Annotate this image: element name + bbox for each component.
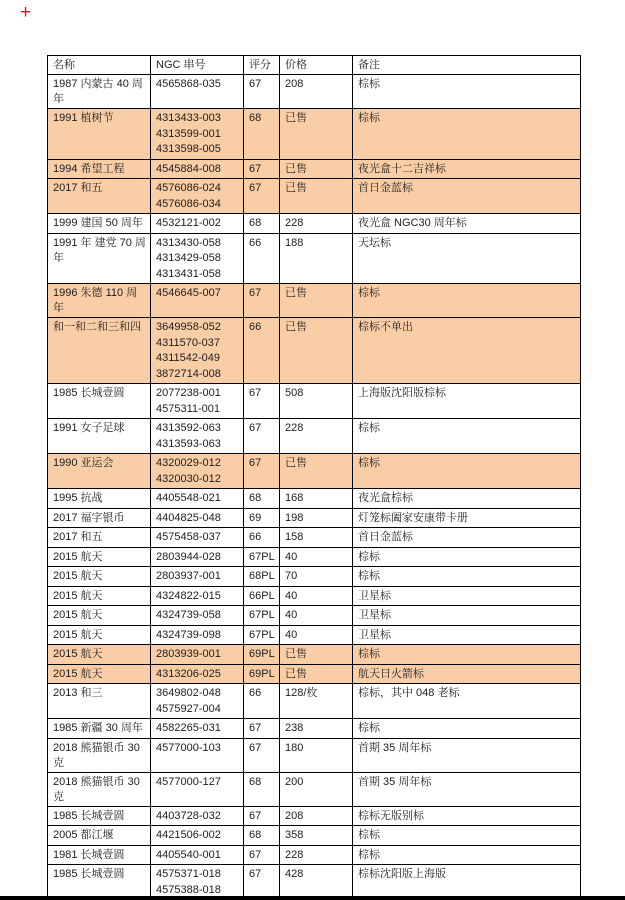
grade-cell: 67 <box>244 719 280 739</box>
note-cell: 棕标 <box>353 419 581 454</box>
serial-cell <box>151 606 244 626</box>
note-cell: 棕标 <box>353 454 581 489</box>
note-cell: 棕标 <box>353 719 581 739</box>
grade-cell: 68 <box>244 489 280 509</box>
serial-number: 4405540-001 <box>156 848 221 861</box>
grade-cell: 68PL <box>244 567 280 587</box>
price-cell: 已售 <box>280 284 353 318</box>
serial-number: 4403728-032 <box>156 809 221 822</box>
serial-number: 4324739-058 <box>156 609 221 621</box>
table-row <box>48 109 581 160</box>
table-row <box>48 606 581 626</box>
serial-cell <box>151 772 244 806</box>
price-cell: 70 <box>280 567 353 587</box>
table-row <box>48 233 581 284</box>
table-row <box>48 159 581 179</box>
serial-number: 4545884-008 <box>156 162 221 175</box>
name-cell: 1996 朱德 110 周年 <box>48 284 151 318</box>
note-cell: 棕标，其中 048 老标 <box>353 684 581 719</box>
grade-cell: 66 <box>244 528 280 548</box>
serial-cell <box>151 508 244 528</box>
table-row <box>48 772 581 806</box>
serial-number: 4313430-058 <box>156 236 221 249</box>
grade-cell: 67 <box>244 845 280 865</box>
grade-cell: 67 <box>244 454 280 489</box>
table-row <box>48 284 581 318</box>
serial-cell <box>151 738 244 772</box>
serial-cell <box>151 528 244 548</box>
serial-number: 4577000-103 <box>156 741 221 754</box>
serial-number: 4577000-127 <box>156 775 221 788</box>
serial-number: 4546645-007 <box>156 287 221 299</box>
grade-cell: 69PL <box>244 664 280 684</box>
serial-number: 3872714-008 <box>156 367 221 380</box>
serial-number: 3649958-052 <box>156 321 221 333</box>
note-cell: 棕标不单出 <box>353 318 581 384</box>
grade-cell: 68 <box>244 772 280 806</box>
table-row <box>48 719 581 739</box>
grade-cell: 67 <box>244 865 280 900</box>
price-cell: 已售 <box>280 318 353 384</box>
serial-number: 4313206-025 <box>156 667 221 680</box>
serial-number: 4313599-001 <box>156 127 221 140</box>
serial-number: 2077238-001 <box>156 387 221 399</box>
name-cell: 2018 熊猫银币 30 克 <box>48 772 151 806</box>
name-cell: 和一和二和三和四 <box>48 318 151 384</box>
table-row <box>48 75 581 109</box>
name-cell: 2017 和五 <box>48 528 151 548</box>
table-row <box>48 645 581 665</box>
price-cell: 188 <box>280 233 353 284</box>
price-cell: 228 <box>280 214 353 234</box>
table-row <box>48 684 581 719</box>
table-row <box>48 586 581 606</box>
table-row <box>48 738 581 772</box>
price-cell: 198 <box>280 508 353 528</box>
note-cell: 夜光盒棕标 <box>353 489 581 509</box>
table-row <box>48 419 581 454</box>
name-cell: 1985 长城壹圆 <box>48 865 151 900</box>
name-cell: 1981 长城壹圆 <box>48 845 151 865</box>
column-header: 备注 <box>353 56 581 75</box>
price-cell: 180 <box>280 738 353 772</box>
serial-cell <box>151 159 244 179</box>
grade-cell: 66PL <box>244 586 280 606</box>
price-cell: 已售 <box>280 179 353 214</box>
serial-number: 4311570-037 <box>156 336 221 349</box>
note-cell: 夜光盒 NGC30 周年标 <box>353 214 581 234</box>
note-cell: 棕标 <box>353 109 581 160</box>
serial-cell <box>151 586 244 606</box>
serial-cell <box>151 284 244 318</box>
table-row <box>48 489 581 509</box>
table-row <box>48 865 581 900</box>
price-cell: 40 <box>280 606 353 626</box>
grade-cell: 66 <box>244 684 280 719</box>
serial-number: 4582265-031 <box>156 722 221 734</box>
coin-price-table-container <box>47 55 580 900</box>
serial-cell <box>151 419 244 454</box>
serial-cell <box>151 489 244 509</box>
cursor-plus-marker: + <box>20 2 32 23</box>
serial-number: 4313593-063 <box>156 437 221 450</box>
name-cell: 2015 航天 <box>48 567 151 587</box>
serial-number: 4576086-024 <box>156 182 221 194</box>
name-cell: 1985 长城壹圆 <box>48 384 151 419</box>
name-cell: 2017 福字银币 <box>48 508 151 528</box>
serial-cell <box>151 625 244 645</box>
note-cell: 首期 35 周年标 <box>353 738 581 772</box>
serial-number: 4421506-002 <box>156 829 221 841</box>
table-row <box>48 454 581 489</box>
serial-number: 4575458-037 <box>156 531 221 543</box>
note-cell: 棕标 <box>353 645 581 665</box>
coin-price-table <box>47 55 581 900</box>
note-cell: 夜光盒十二吉祥标 <box>353 159 581 179</box>
price-cell: 已售 <box>280 645 353 665</box>
table-row <box>48 528 581 548</box>
name-cell: 1991 女子足球 <box>48 419 151 454</box>
table-row <box>48 567 581 587</box>
name-cell: 2015 航天 <box>48 625 151 645</box>
grade-cell: 67PL <box>244 606 280 626</box>
serial-cell <box>151 547 244 567</box>
price-cell: 228 <box>280 845 353 865</box>
note-cell: 棕标 <box>353 75 581 109</box>
note-cell: 首日金蓝标 <box>353 179 581 214</box>
table-row <box>48 384 581 419</box>
price-cell: 40 <box>280 586 353 606</box>
grade-cell: 68 <box>244 214 280 234</box>
grade-cell: 67 <box>244 384 280 419</box>
price-cell: 已售 <box>280 454 353 489</box>
serial-cell <box>151 75 244 109</box>
note-cell: 卫星标 <box>353 586 581 606</box>
serial-cell <box>151 454 244 489</box>
price-cell: 238 <box>280 719 353 739</box>
table-row <box>48 664 581 684</box>
column-header: NGC 串号 <box>151 56 244 75</box>
grade-cell: 67PL <box>244 547 280 567</box>
price-cell: 已售 <box>280 664 353 684</box>
grade-cell: 68 <box>244 109 280 160</box>
serial-number: 4324739-098 <box>156 628 221 641</box>
grade-cell: 69 <box>244 508 280 528</box>
serial-cell <box>151 845 244 865</box>
name-cell: 1985 长城壹圆 <box>48 806 151 826</box>
price-cell: 200 <box>280 772 353 806</box>
price-cell: 208 <box>280 806 353 826</box>
note-cell: 卫星标 <box>353 606 581 626</box>
table-row <box>48 826 581 846</box>
serial-number: 4313598-005 <box>156 143 221 155</box>
grade-cell: 67PL <box>244 625 280 645</box>
grade-cell: 66 <box>244 233 280 284</box>
note-cell: 灯笼标阖家安康带卡册 <box>353 508 581 528</box>
table-row <box>48 508 581 528</box>
column-header: 评分 <box>244 56 280 75</box>
price-cell: 40 <box>280 547 353 567</box>
grade-cell: 67 <box>244 284 280 318</box>
grade-cell: 67 <box>244 75 280 109</box>
serial-cell <box>151 645 244 665</box>
name-cell: 1991 植树节 <box>48 109 151 160</box>
note-cell: 棕标 <box>353 567 581 587</box>
table-body <box>48 75 581 900</box>
serial-cell <box>151 865 244 900</box>
price-cell: 158 <box>280 528 353 548</box>
name-cell: 1987 内蒙古 40 周年 <box>48 75 151 109</box>
serial-number: 2803937-001 <box>156 570 221 582</box>
price-cell: 已售 <box>280 159 353 179</box>
price-cell: 128/枚 <box>280 684 353 719</box>
price-cell: 428 <box>280 865 353 900</box>
serial-number: 4313592-063 <box>156 422 221 434</box>
table-row <box>48 845 581 865</box>
note-cell: 卫星标 <box>353 625 581 645</box>
name-cell: 2015 航天 <box>48 664 151 684</box>
header-row <box>48 56 581 75</box>
bottom-border-bar <box>0 896 625 900</box>
serial-number: 4311542-049 <box>156 352 221 364</box>
serial-number: 4313431-058 <box>156 267 221 280</box>
serial-number: 4320030-012 <box>156 472 221 485</box>
note-cell: 棕标 <box>353 845 581 865</box>
serial-cell <box>151 719 244 739</box>
name-cell: 2015 航天 <box>48 606 151 626</box>
grade-cell: 67 <box>244 806 280 826</box>
price-cell: 228 <box>280 419 353 454</box>
name-cell: 1991 年 建党 70 周年 <box>48 233 151 284</box>
grade-cell: 68 <box>244 826 280 846</box>
grade-cell: 67 <box>244 419 280 454</box>
serial-number: 4575311-001 <box>156 402 221 415</box>
serial-number: 4575927-004 <box>156 702 221 715</box>
name-cell: 1985 新疆 30 周年 <box>48 719 151 739</box>
serial-cell <box>151 826 244 846</box>
table-row <box>48 806 581 826</box>
serial-number: 4575371-018 <box>156 868 221 880</box>
table-row <box>48 547 581 567</box>
note-cell: 棕标 <box>353 284 581 318</box>
serial-cell <box>151 214 244 234</box>
price-cell: 508 <box>280 384 353 419</box>
price-cell: 已售 <box>280 109 353 160</box>
serial-number: 4532121-002 <box>156 217 221 229</box>
name-cell: 2005 都江堰 <box>48 826 151 846</box>
name-cell: 2013 和三 <box>48 684 151 719</box>
serial-number: 4324822-015 <box>156 589 221 602</box>
price-cell: 168 <box>280 489 353 509</box>
serial-number: 4565868-035 <box>156 78 221 90</box>
serial-cell <box>151 179 244 214</box>
serial-cell <box>151 384 244 419</box>
name-cell: 1999 建国 50 周年 <box>48 214 151 234</box>
note-cell: 棕标无版别标 <box>353 806 581 826</box>
name-cell: 2017 和五 <box>48 179 151 214</box>
serial-number: 3649802-048 <box>156 687 221 699</box>
name-cell: 1995 抗战 <box>48 489 151 509</box>
name-cell: 2018 熊猫银币 30 克 <box>48 738 151 772</box>
grade-cell: 66 <box>244 318 280 384</box>
note-cell: 棕标 <box>353 826 581 846</box>
price-cell: 208 <box>280 75 353 109</box>
name-cell: 1994 希望工程 <box>48 159 151 179</box>
note-cell: 棕标沈阳版上海版 <box>353 865 581 900</box>
note-cell: 航天日火箭标 <box>353 664 581 684</box>
serial-number: 4576086-034 <box>156 197 221 210</box>
table-row <box>48 179 581 214</box>
serial-cell <box>151 684 244 719</box>
price-cell: 358 <box>280 826 353 846</box>
serial-cell <box>151 233 244 284</box>
column-header: 名称 <box>48 56 151 75</box>
serial-number: 4404825-048 <box>156 511 221 524</box>
note-cell: 上海版沈阳版棕标 <box>353 384 581 419</box>
grade-cell: 67 <box>244 179 280 214</box>
serial-cell <box>151 567 244 587</box>
name-cell: 2015 航天 <box>48 547 151 567</box>
note-cell: 首日金蓝标 <box>353 528 581 548</box>
serial-cell <box>151 664 244 684</box>
name-cell: 1990 亚运会 <box>48 454 151 489</box>
table-row <box>48 214 581 234</box>
serial-number: 2803939-001 <box>156 648 221 660</box>
serial-cell <box>151 806 244 826</box>
grade-cell: 67 <box>244 738 280 772</box>
price-cell: 40 <box>280 625 353 645</box>
serial-number: 4320029-012 <box>156 457 221 469</box>
grade-cell: 67 <box>244 159 280 179</box>
name-cell: 2015 航天 <box>48 586 151 606</box>
serial-number: 2803944-028 <box>156 550 221 563</box>
note-cell: 首期 35 周年标 <box>353 772 581 806</box>
name-cell: 2015 航天 <box>48 645 151 665</box>
serial-number: 4313429-058 <box>156 252 221 264</box>
column-header: 价格 <box>280 56 353 75</box>
table-row <box>48 625 581 645</box>
table-row <box>48 318 581 384</box>
note-cell: 棕标 <box>353 547 581 567</box>
serial-cell <box>151 318 244 384</box>
note-cell: 天坛标 <box>353 233 581 284</box>
serial-number: 4313433-003 <box>156 112 221 124</box>
serial-cell <box>151 109 244 160</box>
grade-cell: 69PL <box>244 645 280 665</box>
serial-number: 4575388-018 <box>156 883 221 896</box>
serial-number: 4405548-021 <box>156 492 221 504</box>
